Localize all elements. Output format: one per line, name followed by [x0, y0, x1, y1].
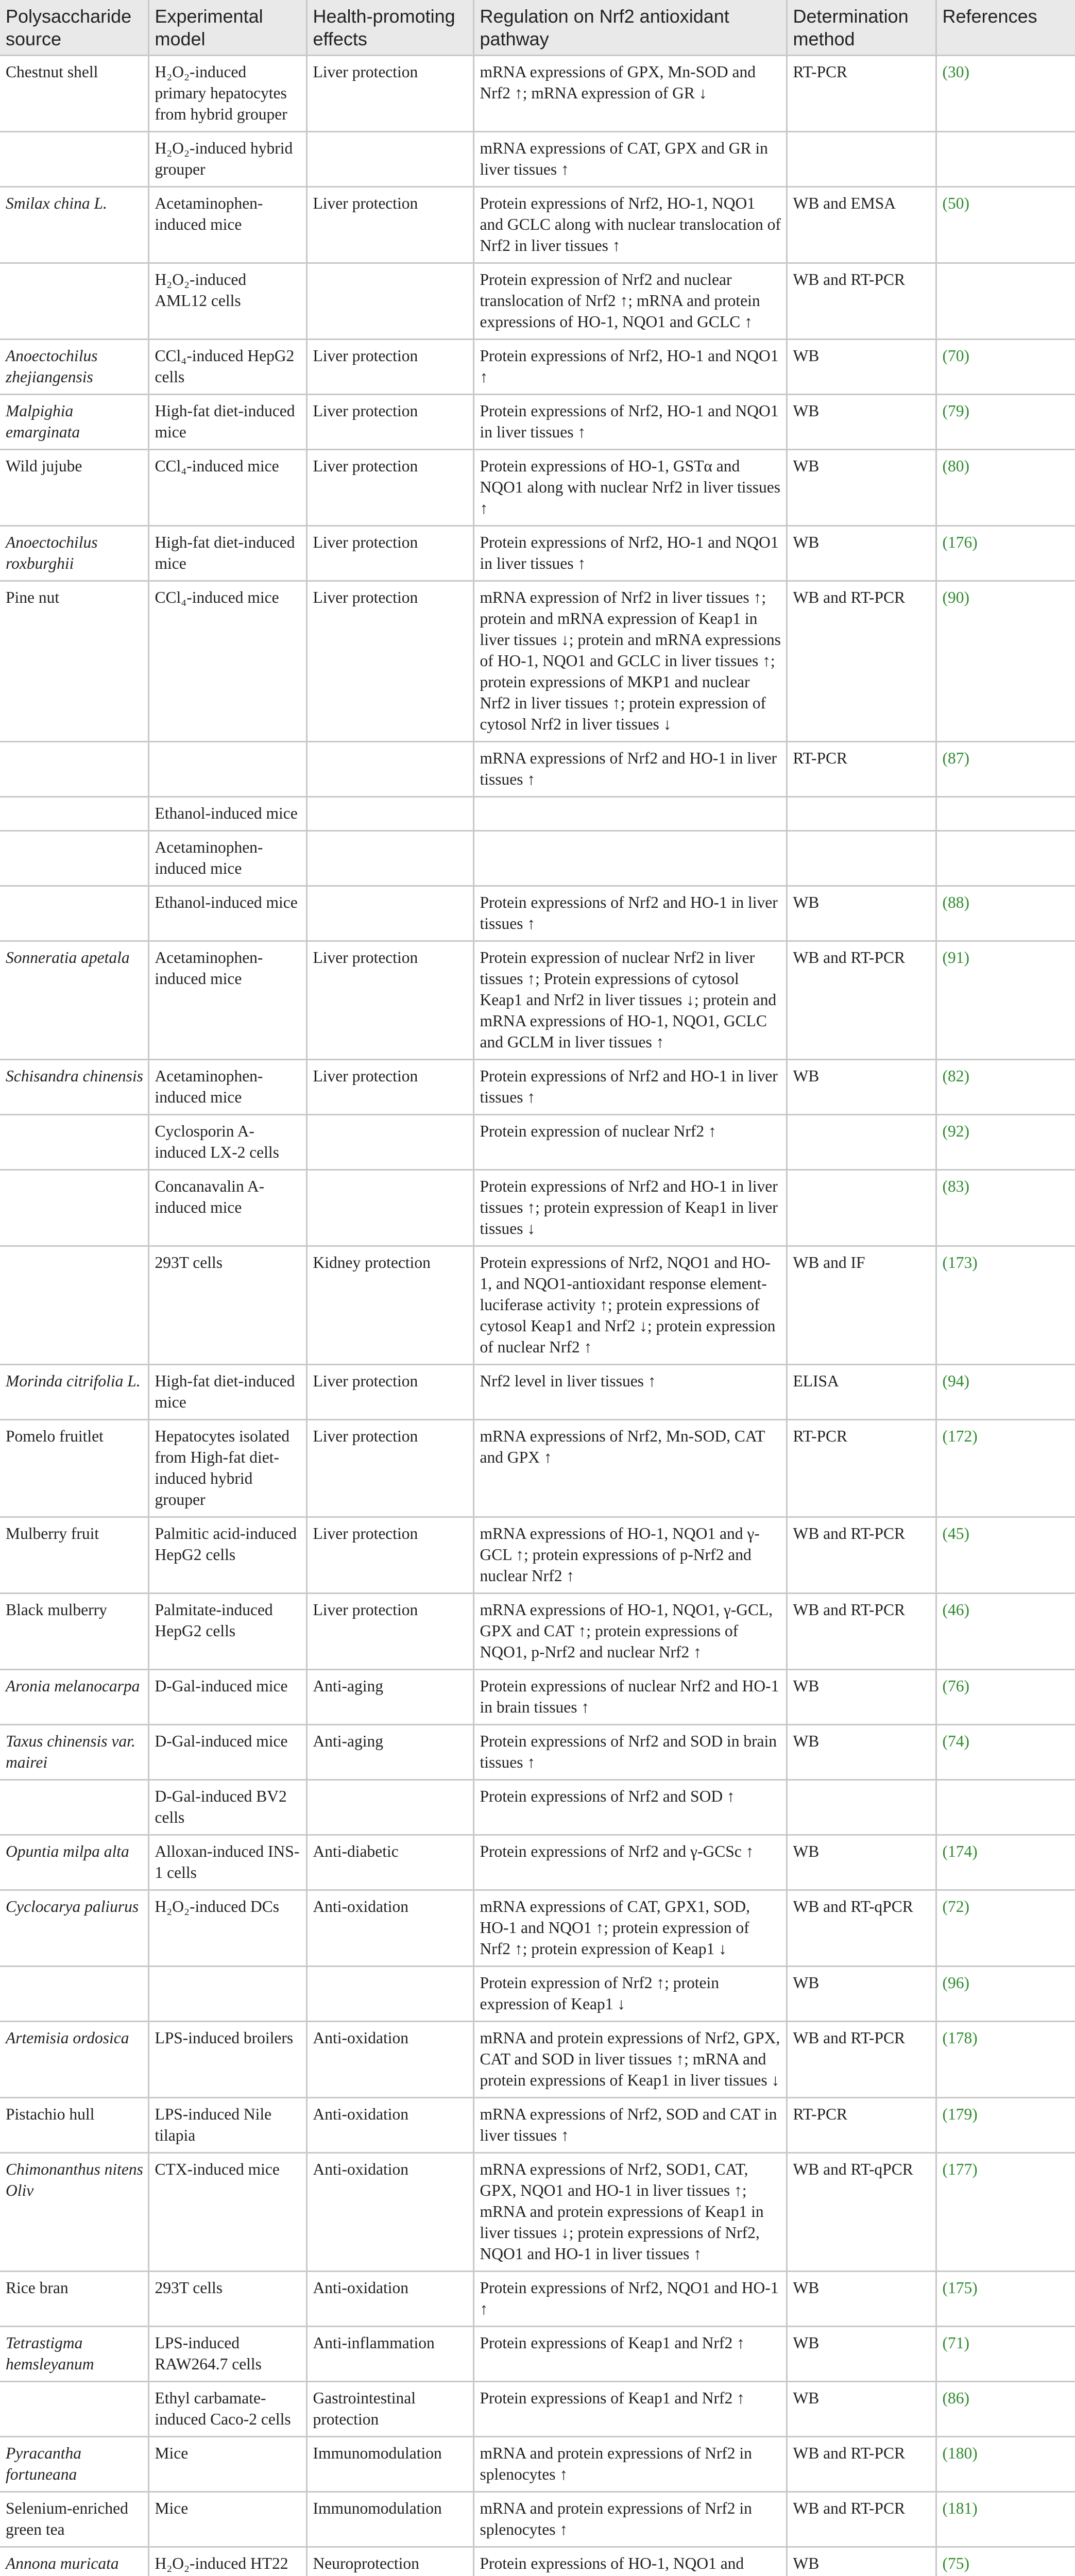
cell-determination-method: RT-PCR	[787, 742, 936, 797]
cell-polysaccharide-source: Annona muricata	[0, 2547, 148, 2576]
cell-experimental-model: High-fat diet-induced mice	[148, 395, 306, 450]
table-row	[0, 56, 1075, 132]
table-row	[0, 831, 1075, 886]
cell-polysaccharide-source: Malpighia emarginata	[0, 395, 148, 450]
cell-polysaccharide-source: Pistachio hull	[0, 2098, 148, 2153]
table-row	[0, 742, 1075, 797]
cell-health-effect: Liver protection	[306, 941, 473, 1060]
cell-reference[interactable]: (92)	[936, 1115, 1075, 1170]
table-row	[0, 2437, 1075, 2492]
cell-nrf2-regulation: mRNA expressions of Nrf2, Mn-SOD, CAT and GPX ↑	[473, 1420, 787, 1517]
cell-experimental-model: CCl₄-induced mice	[148, 450, 306, 526]
table-row	[0, 2492, 1075, 2547]
cell-health-effect: Immunomodulation	[306, 2492, 473, 2547]
cell-health-effect: Anti-oxidation	[306, 1890, 473, 1967]
cell-polysaccharide-source: Tetrastigma hemsleyanum	[0, 2327, 148, 2382]
cell-nrf2-regulation: mRNA expressions of Nrf2, SOD1, CAT, GPX, NQO1 and HO-1 in liver tissues ↑; mRNA and protein expressions of Keap1 in liver tissues ↓; protein expressions of Nrf2, NQO1 and HO-1 in liver tissues ↑	[473, 2153, 787, 2272]
cell-reference[interactable]: (45)	[936, 1517, 1075, 1594]
cell-determination-method: WB	[787, 2547, 936, 2576]
cell-health-effect	[306, 886, 473, 941]
cell-polysaccharide-source: Anoectochilus roxburghii	[0, 526, 148, 581]
cell-determination-method	[787, 1115, 936, 1170]
table-row	[0, 1670, 1075, 1725]
cell-experimental-model: H₂O₂-induced hybrid grouper	[148, 132, 306, 187]
cell-experimental-model: High-fat diet-induced mice	[148, 526, 306, 581]
table-row	[0, 187, 1075, 263]
cell-polysaccharide-source	[0, 1967, 148, 2022]
cell-health-effect: Liver protection	[306, 340, 473, 395]
cell-polysaccharide-source: Taxus chinensis var. mairei	[0, 1725, 148, 1780]
cell-nrf2-regulation: mRNA and protein expressions of Nrf2, GPX, CAT and SOD in liver tissues ↑; mRNA and protein expressions of Keap1 in liver tissues ↓	[473, 2022, 787, 2098]
cell-reference[interactable]: (72)	[936, 1890, 1075, 1967]
cell-health-effect: Anti-oxidation	[306, 2153, 473, 2272]
cell-experimental-model: CCl₄-induced HepG2 cells	[148, 340, 306, 395]
cell-experimental-model: Ethanol-induced mice	[148, 797, 306, 831]
cell-reference[interactable]: (176)	[936, 526, 1075, 581]
table-row	[0, 1365, 1075, 1420]
cell-polysaccharide-source: Anoectochilus zhejiangensis	[0, 340, 148, 395]
cell-reference[interactable]: (94)	[936, 1365, 1075, 1420]
cell-determination-method: WB	[787, 395, 936, 450]
cell-reference[interactable]: (71)	[936, 2327, 1075, 2382]
cell-health-effect: Liver protection	[306, 1060, 473, 1115]
cell-determination-method	[787, 1780, 936, 1835]
cell-reference[interactable]: (96)	[936, 1967, 1075, 2022]
cell-determination-method: WB and RT-PCR	[787, 2492, 936, 2547]
header-regulation-nrf2: Regulation on Nrf2 antioxidant pathway	[473, 0, 787, 56]
cell-determination-method: WB	[787, 1725, 936, 1780]
cell-health-effect: Anti-diabetic	[306, 1835, 473, 1890]
cell-reference[interactable]: (50)	[936, 187, 1075, 263]
cell-reference[interactable]: (83)	[936, 1170, 1075, 1246]
cell-reference[interactable]: (75)	[936, 2547, 1075, 2576]
table-row	[0, 1890, 1075, 1967]
cell-health-effect: Anti-oxidation	[306, 2022, 473, 2098]
cell-reference[interactable]: (46)	[936, 1594, 1075, 1670]
cell-experimental-model: D-Gal-induced mice	[148, 1725, 306, 1780]
cell-determination-method: RT-PCR	[787, 1420, 936, 1517]
header-polysaccharide-source: Polysaccharide source	[0, 0, 148, 56]
cell-nrf2-regulation: Protein expressions of Nrf2 and HO-1 in liver tissues ↑	[473, 1060, 787, 1115]
cell-nrf2-regulation: mRNA and protein expressions of Nrf2 in splenocytes ↑	[473, 2492, 787, 2547]
cell-polysaccharide-source	[0, 1170, 148, 1246]
cell-nrf2-regulation: mRNA and protein expressions of Nrf2 in splenocytes ↑	[473, 2437, 787, 2492]
cell-reference[interactable]: (180)	[936, 2437, 1075, 2492]
table-row	[0, 1780, 1075, 1835]
table-row	[0, 1246, 1075, 1365]
cell-experimental-model: Ethyl carbamate-induced Caco-2 cells	[148, 2382, 306, 2437]
table-row	[0, 1170, 1075, 1246]
cell-health-effect	[306, 263, 473, 340]
cell-experimental-model: H₂O₂-induced HT22	[148, 2547, 306, 2576]
cell-reference[interactable]: (179)	[936, 2098, 1075, 2153]
cell-health-effect: Kidney protection	[306, 1246, 473, 1365]
cell-polysaccharide-source: Selenium-enriched green tea	[0, 2492, 148, 2547]
table-row	[0, 2098, 1075, 2153]
cell-nrf2-regulation: Protein expressions of Nrf2 and SOD in brain tissues ↑	[473, 1725, 787, 1780]
cell-determination-method: WB	[787, 1670, 936, 1725]
table-body	[0, 56, 1075, 2576]
cell-reference[interactable]: (178)	[936, 2022, 1075, 2098]
cell-determination-method: WB and RT-PCR	[787, 2022, 936, 2098]
cell-determination-method: WB	[787, 886, 936, 941]
table-row	[0, 2153, 1075, 2272]
cell-polysaccharide-source: Pomelo fruitlet	[0, 1420, 148, 1517]
cell-health-effect: Anti-oxidation	[306, 2272, 473, 2327]
cell-reference	[936, 797, 1075, 831]
cell-health-effect: Liver protection	[306, 526, 473, 581]
cell-health-effect: Liver protection	[306, 450, 473, 526]
cell-health-effect: Liver protection	[306, 581, 473, 742]
table-row	[0, 2547, 1075, 2576]
cell-health-effect	[306, 742, 473, 797]
cell-nrf2-regulation: mRNA expressions of CAT, GPX1, SOD, HO-1 and NQO1 ↑; protein expression of Nrf2 ↑; protein expression of Keap1 ↓	[473, 1890, 787, 1967]
cell-health-effect: Anti-oxidation	[306, 2098, 473, 2153]
table-row	[0, 2382, 1075, 2437]
cell-nrf2-regulation: mRNA expressions of CAT, GPX and GR in liver tissues ↑	[473, 132, 787, 187]
cell-determination-method: WB and IF	[787, 1246, 936, 1365]
cell-experimental-model: Concanavalin A-induced mice	[148, 1170, 306, 1246]
cell-polysaccharide-source	[0, 742, 148, 797]
table-row	[0, 1060, 1075, 1115]
cell-health-effect: Liver protection	[306, 56, 473, 132]
cell-polysaccharide-source: Pyracantha fortuneana	[0, 2437, 148, 2492]
cell-health-effect: Liver protection	[306, 1420, 473, 1517]
cell-health-effect: Anti-aging	[306, 1670, 473, 1725]
cell-experimental-model: Palmitic acid-induced HepG2 cells	[148, 1517, 306, 1594]
cell-health-effect: Liver protection	[306, 395, 473, 450]
cell-experimental-model: High-fat diet-induced mice	[148, 1365, 306, 1420]
cell-polysaccharide-source	[0, 831, 148, 886]
cell-nrf2-regulation: mRNA expressions of Nrf2 and HO-1 in liver tissues ↑	[473, 742, 787, 797]
cell-experimental-model: LPS-induced Nile tilapia	[148, 2098, 306, 2153]
cell-polysaccharide-source: Schisandra chinensis	[0, 1060, 148, 1115]
cell-nrf2-regulation: Protein expressions of Nrf2, HO-1 and NQO1 in liver tissues ↑	[473, 395, 787, 450]
cell-reference[interactable]: (174)	[936, 1835, 1075, 1890]
cell-determination-method	[787, 132, 936, 187]
cell-experimental-model: CCl₄-induced mice	[148, 581, 306, 742]
cell-health-effect: Liver protection	[306, 1594, 473, 1670]
cell-nrf2-regulation: Protein expressions of Nrf2, HO-1, NQO1 and GCLC along with nuclear translocation of Nrf2 in liver tissues ↑	[473, 187, 787, 263]
cell-polysaccharide-source: Morinda citrifolia L.	[0, 1365, 148, 1420]
cell-experimental-model: H₂O₂-induced DCs	[148, 1890, 306, 1967]
table-row	[0, 1420, 1075, 1517]
cell-reference	[936, 1780, 1075, 1835]
cell-health-effect: Anti-aging	[306, 1725, 473, 1780]
table-header-row	[0, 0, 1075, 56]
cell-nrf2-regulation: Protein expressions of Nrf2 and γ-GCSc ↑	[473, 1835, 787, 1890]
cell-determination-method: WB	[787, 1835, 936, 1890]
cell-determination-method	[787, 831, 936, 886]
cell-experimental-model: LPS-induced broilers	[148, 2022, 306, 2098]
table-row	[0, 941, 1075, 1060]
cell-polysaccharide-source: Sonneratia apetala	[0, 941, 148, 1060]
cell-reference[interactable]: (173)	[936, 1246, 1075, 1365]
table-row	[0, 886, 1075, 941]
cell-reference[interactable]: (82)	[936, 1060, 1075, 1115]
cell-nrf2-regulation: Protein expressions of HO-1, GSTα and NQO1 along with nuclear Nrf2 in liver tissues ↑	[473, 450, 787, 526]
cell-experimental-model: CTX-induced mice	[148, 2153, 306, 2272]
table-row	[0, 1115, 1075, 1170]
cell-polysaccharide-source: Cyclocarya paliurus	[0, 1890, 148, 1967]
cell-polysaccharide-source	[0, 1780, 148, 1835]
table-row	[0, 2022, 1075, 2098]
cell-reference	[936, 132, 1075, 187]
cell-reference[interactable]: (90)	[936, 581, 1075, 742]
cell-experimental-model: Mice	[148, 2437, 306, 2492]
cell-determination-method: WB	[787, 2382, 936, 2437]
cell-experimental-model: Palmitate-induced HepG2 cells	[148, 1594, 306, 1670]
cell-health-effect	[306, 1967, 473, 2022]
cell-nrf2-regulation: mRNA expressions of HO-1, NQO1 and γ-GCL ↑; protein expressions of p-Nrf2 and nuclear Nrf2 ↑	[473, 1517, 787, 1594]
cell-health-effect	[306, 1115, 473, 1170]
cell-health-effect	[306, 831, 473, 886]
table-row	[0, 526, 1075, 581]
cell-polysaccharide-source: Pine nut	[0, 581, 148, 742]
cell-health-effect: Neuroprotection	[306, 2547, 473, 2576]
cell-nrf2-regulation: Protein expression of nuclear Nrf2 in liver tissues ↑; Protein expressions of cytosol Keap1 and Nrf2 in liver tissues ↓; protein and mRNA expressions of HO-1, NQO1, GCLC and GCLM in liver tissues ↑	[473, 941, 787, 1060]
table-row	[0, 1594, 1075, 1670]
cell-polysaccharide-source: Artemisia ordosica	[0, 2022, 148, 2098]
cell-nrf2-regulation: Protein expressions of Nrf2 and HO-1 in liver tissues ↑; protein expression of Keap1 in liver tissues ↓	[473, 1170, 787, 1246]
header-determination-method: Determination method	[787, 0, 936, 56]
cell-nrf2-regulation: Protein expressions of Nrf2 and SOD ↑	[473, 1780, 787, 1835]
cell-experimental-model: H₂O₂-induced AML12 cells	[148, 263, 306, 340]
cell-reference[interactable]: (76)	[936, 1670, 1075, 1725]
cell-polysaccharide-source: Aronia melanocarpa	[0, 1670, 148, 1725]
cell-reference[interactable]: (79)	[936, 395, 1075, 450]
table-row	[0, 2272, 1075, 2327]
cell-experimental-model: Ethanol-induced mice	[148, 886, 306, 941]
cell-nrf2-regulation: mRNA expressions of GPX, Mn-SOD and Nrf2 ↑; mRNA expression of GR ↓	[473, 56, 787, 132]
header-experimental-model: Experimental model	[148, 0, 306, 56]
cell-nrf2-regulation: mRNA expression of Nrf2 in liver tissues ↑; protein and mRNA expression of Keap1 in liver tissues ↓; protein and mRNA expressions of HO-1, NQO1 and GCLC in liver tissues ↑; protein expressions of MKP1 and nuclear Nrf2 in liver tissues ↑; protein expression of cytosol Nrf2 in liver tissues ↓	[473, 581, 787, 742]
cell-nrf2-regulation: Protein expression of nuclear Nrf2 ↑	[473, 1115, 787, 1170]
cell-experimental-model	[148, 1967, 306, 2022]
cell-determination-method: WB and RT-PCR	[787, 581, 936, 742]
cell-determination-method	[787, 1170, 936, 1246]
cell-reference[interactable]: (70)	[936, 340, 1075, 395]
cell-experimental-model: 293T cells	[148, 1246, 306, 1365]
cell-health-effect: Liver protection	[306, 1365, 473, 1420]
cell-experimental-model: Mice	[148, 2492, 306, 2547]
cell-polysaccharide-source: Rice bran	[0, 2272, 148, 2327]
cell-polysaccharide-source	[0, 886, 148, 941]
cell-experimental-model: Acetaminophen-induced mice	[148, 187, 306, 263]
cell-nrf2-regulation: mRNA expressions of Nrf2, SOD and CAT in liver tissues ↑	[473, 2098, 787, 2153]
cell-experimental-model: H₂O₂-induced primary hepatocytes from hybrid grouper	[148, 56, 306, 132]
cell-nrf2-regulation: Nrf2 level in liver tissues ↑	[473, 1365, 787, 1420]
cell-determination-method: WB and RT-PCR	[787, 1594, 936, 1670]
cell-nrf2-regulation: mRNA expressions of HO-1, NQO1, γ-GCL, GPX and CAT ↑; protein expressions of NQO1, p-Nrf2 and nuclear Nrf2 ↑	[473, 1594, 787, 1670]
cell-nrf2-regulation: Protein expressions of Nrf2, NQO1 and HO-1 ↑	[473, 2272, 787, 2327]
cell-health-effect: Liver protection	[306, 1517, 473, 1594]
cell-reference[interactable]: (177)	[936, 2153, 1075, 2272]
cell-determination-method: WB	[787, 340, 936, 395]
cell-determination-method: WB and RT-qPCR	[787, 1890, 936, 1967]
cell-polysaccharide-source: Wild jujube	[0, 450, 148, 526]
cell-reference[interactable]: (175)	[936, 2272, 1075, 2327]
cell-health-effect: Liver protection	[306, 187, 473, 263]
table-row	[0, 395, 1075, 450]
table-row	[0, 1967, 1075, 2022]
cell-experimental-model: Acetaminophen-induced mice	[148, 831, 306, 886]
cell-experimental-model: Hepatocytes isolated from High-fat diet-induced hybrid grouper	[148, 1420, 306, 1517]
table-row	[0, 132, 1075, 187]
cell-nrf2-regulation: Protein expressions of Keap1 and Nrf2 ↑	[473, 2382, 787, 2437]
cell-polysaccharide-source	[0, 1246, 148, 1365]
cell-nrf2-regulation: Protein expression of Nrf2 ↑; protein expression of Keap1 ↓	[473, 1967, 787, 2022]
cell-polysaccharide-source: Smilax china L.	[0, 187, 148, 263]
cell-experimental-model: LPS-induced RAW264.7 cells	[148, 2327, 306, 2382]
table-row	[0, 340, 1075, 395]
cell-experimental-model: Acetaminophen-induced mice	[148, 1060, 306, 1115]
cell-health-effect: Anti-inflammation	[306, 2327, 473, 2382]
header-health-promoting-effects: Health-promoting effects	[306, 0, 473, 56]
cell-determination-method: RT-PCR	[787, 2098, 936, 2153]
cell-experimental-model: Alloxan-induced INS-1 cells	[148, 1835, 306, 1890]
cell-reference[interactable]: (86)	[936, 2382, 1075, 2437]
cell-health-effect: Gastrointestinal protection	[306, 2382, 473, 2437]
table-row	[0, 263, 1075, 340]
cell-determination-method: WB	[787, 2327, 936, 2382]
cell-nrf2-regulation: Protein expressions of HO-1, NQO1 and	[473, 2547, 787, 2576]
cell-reference[interactable]: (181)	[936, 2492, 1075, 2547]
cell-polysaccharide-source	[0, 1115, 148, 1170]
cell-reference[interactable]: (30)	[936, 56, 1075, 132]
cell-determination-method: WB	[787, 1060, 936, 1115]
cell-polysaccharide-source: Black mulberry	[0, 1594, 148, 1670]
cell-nrf2-regulation	[473, 797, 787, 831]
cell-experimental-model: D-Gal-induced BV2 cells	[148, 1780, 306, 1835]
cell-health-effect	[306, 797, 473, 831]
cell-nrf2-regulation: Protein expressions of Nrf2 and HO-1 in liver tissues ↑	[473, 886, 787, 941]
cell-reference[interactable]: (80)	[936, 450, 1075, 526]
cell-reference	[936, 263, 1075, 340]
cell-polysaccharide-source: Mulberry fruit	[0, 1517, 148, 1594]
table-row	[0, 1725, 1075, 1780]
cell-determination-method: WB and RT-PCR	[787, 941, 936, 1060]
table-row	[0, 797, 1075, 831]
cell-polysaccharide-source	[0, 797, 148, 831]
table-row	[0, 2327, 1075, 2382]
table-row	[0, 1835, 1075, 1890]
cell-reference[interactable]: (87)	[936, 742, 1075, 797]
cell-polysaccharide-source: Opuntia milpa alta	[0, 1835, 148, 1890]
cell-nrf2-regulation	[473, 831, 787, 886]
cell-determination-method	[787, 797, 936, 831]
cell-determination-method: WB	[787, 450, 936, 526]
cell-nrf2-regulation: Protein expressions of Nrf2, HO-1 and NQO1 ↑	[473, 340, 787, 395]
cell-determination-method: WB and EMSA	[787, 187, 936, 263]
cell-polysaccharide-source	[0, 132, 148, 187]
cell-determination-method: ELISA	[787, 1365, 936, 1420]
cell-determination-method: WB and RT-PCR	[787, 263, 936, 340]
cell-determination-method: RT-PCR	[787, 56, 936, 132]
cell-reference[interactable]: (172)	[936, 1420, 1075, 1517]
cell-reference[interactable]: (74)	[936, 1725, 1075, 1780]
cell-health-effect	[306, 132, 473, 187]
cell-polysaccharide-source: Chestnut shell	[0, 56, 148, 132]
cell-determination-method: WB	[787, 526, 936, 581]
cell-experimental-model: D-Gal-induced mice	[148, 1670, 306, 1725]
cell-nrf2-regulation: Protein expression of Nrf2 and nuclear translocation of Nrf2 ↑; mRNA and protein expressions of HO-1, NQO1 and GCLC ↑	[473, 263, 787, 340]
cell-determination-method: WB	[787, 2272, 936, 2327]
cell-health-effect: Immunomodulation	[306, 2437, 473, 2492]
table-row	[0, 581, 1075, 742]
cell-nrf2-regulation: Protein expressions of Nrf2, HO-1 and NQO1 in liver tissues ↑	[473, 526, 787, 581]
cell-nrf2-regulation: Protein expressions of Nrf2, NQO1 and HO-1, and NQO1-antioxidant response element-luciferase activity ↑; protein expressions of cytosol Keap1 and Nrf2 ↓; protein expression of nuclear Nrf2 ↑	[473, 1246, 787, 1365]
cell-determination-method: WB	[787, 1967, 936, 2022]
cell-nrf2-regulation: Protein expressions of Keap1 and Nrf2 ↑	[473, 2327, 787, 2382]
cell-health-effect	[306, 1170, 473, 1246]
cell-experimental-model: Cyclosporin A-induced LX-2 cells	[148, 1115, 306, 1170]
cell-determination-method: WB and RT-PCR	[787, 2437, 936, 2492]
cell-health-effect	[306, 1780, 473, 1835]
cell-experimental-model: 293T cells	[148, 2272, 306, 2327]
cell-reference	[936, 831, 1075, 886]
cell-determination-method: WB and RT-PCR	[787, 1517, 936, 1594]
cell-nrf2-regulation: Protein expressions of nuclear Nrf2 and HO-1 in brain tissues ↑	[473, 1670, 787, 1725]
cell-polysaccharide-source: Chimonanthus nitens Oliv	[0, 2153, 148, 2272]
table-row	[0, 450, 1075, 526]
cell-experimental-model	[148, 742, 306, 797]
cell-reference[interactable]: (88)	[936, 886, 1075, 941]
cell-experimental-model: Acetaminophen-induced mice	[148, 941, 306, 1060]
cell-polysaccharide-source	[0, 2382, 148, 2437]
cell-determination-method: WB and RT-qPCR	[787, 2153, 936, 2272]
table-row	[0, 1517, 1075, 1594]
cell-polysaccharide-source	[0, 263, 148, 340]
header-references: References	[936, 0, 1075, 56]
cell-reference[interactable]: (91)	[936, 941, 1075, 1060]
